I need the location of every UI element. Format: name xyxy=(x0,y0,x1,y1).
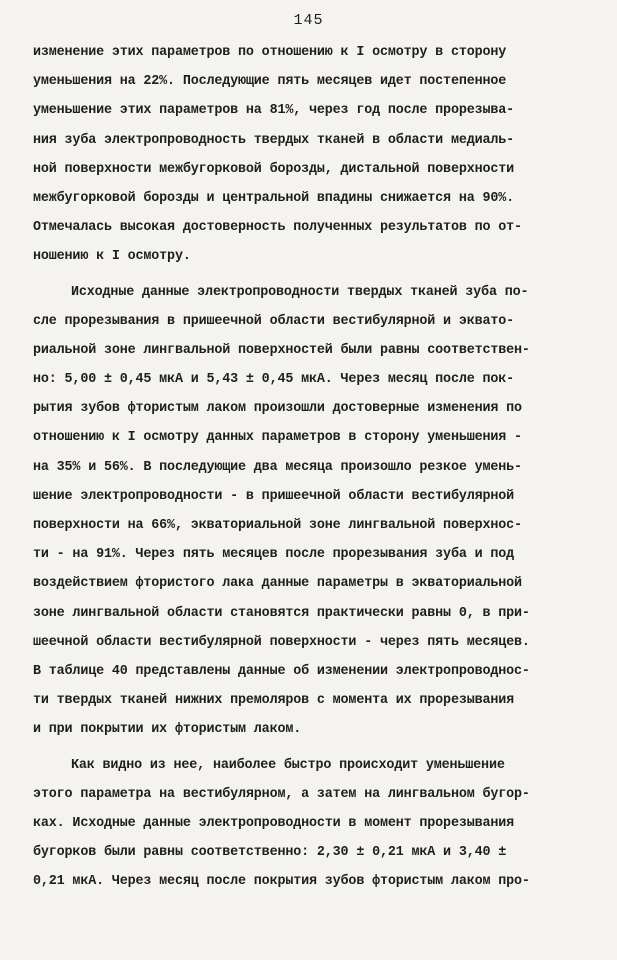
paragraph-first-line: Как видно из нее, наиболее быстро происходит уменьшение xyxy=(71,757,505,773)
text-line: рытия зубов фтористым лаком произошли достоверные изменения по xyxy=(33,401,522,417)
text-line: воздействием фтористого лака данные параметры в экваториальной xyxy=(33,576,522,592)
text-line: В таблице 40 представлены данные об изменении электропроводнос- xyxy=(33,663,530,679)
text-line: 0,21 мкА. Через месяц после покрытия зубов фтористым лаком про- xyxy=(33,874,530,890)
text-line: ной поверхности межбугорковой борозды, дистальной поверхности xyxy=(33,161,515,177)
text-line: ния зуба электропроводность твердых тканей в области медиаль- xyxy=(33,132,515,148)
text-line: поверхности на 66%, экваториальной зоне лингвальной поверхнос- xyxy=(33,518,522,533)
text-line: но: 5,00 ± 0,45 мкА и 5,43 ± 0,45 мкА. Через месяц после пок- xyxy=(33,372,515,388)
text-line: бугорков были равны соответственно: 2,30 ± 0,21 мкА и 3,40 ± xyxy=(33,845,507,861)
text-line: зоне лингвальной области становятся практически равны 0, в при- xyxy=(33,605,530,621)
text-line: изменение этих параметров по отношению к I осмотру в сторону xyxy=(33,45,507,60)
page-number: 145 xyxy=(293,12,324,29)
text-line: шеечной области вестибулярной поверхности - через пять месяцев. xyxy=(33,634,530,650)
text-line: и при покрытии их фтористым лаком. xyxy=(33,722,302,738)
text-line: межбугорковой борозды и центральной впадины снижается на 90%. xyxy=(33,190,515,206)
text-line: отношению к I осмотру данных параметров в сторону уменьшения - xyxy=(33,430,522,446)
body-text xyxy=(33,38,573,896)
text-line: ношению к I осмотру. xyxy=(33,249,191,265)
text-line: ти - на 91%. Через пять месяцев после прорезывания зуба и под xyxy=(33,547,515,563)
text-line: ках. Исходные данные электропроводности в момент прорезывания xyxy=(33,815,515,831)
text-line: риальной зоне лингвальной поверхностей были равны соответствен- xyxy=(33,342,530,358)
text-line: уменьшения на 22%. Последующие пять месяцев идет постепенное xyxy=(33,74,507,90)
text-line: Отмечалась высокая достоверность полученных результатов по от- xyxy=(33,220,522,236)
text-line: ти твердых тканей нижних премоляров с момента их прорезывания xyxy=(33,693,515,709)
text-line: на 35% и 56%. В последующие два месяца произошло резкое умень- xyxy=(33,459,522,475)
text-line: сле прорезывания в пришеечной области вестибулярной и эквато- xyxy=(33,313,515,329)
text-line: шение электропроводности - в пришеечной области вестибулярной xyxy=(33,488,515,504)
text-line: этого параметра на вестибулярном, а затем на лингвальном бугор- xyxy=(33,786,530,802)
paragraph-first-line: Исходные данные электропроводности твердых тканей зуба по- xyxy=(71,284,529,300)
text-line: уменьшение этих параметров на 81%, через год после прорезыва- xyxy=(33,103,515,119)
